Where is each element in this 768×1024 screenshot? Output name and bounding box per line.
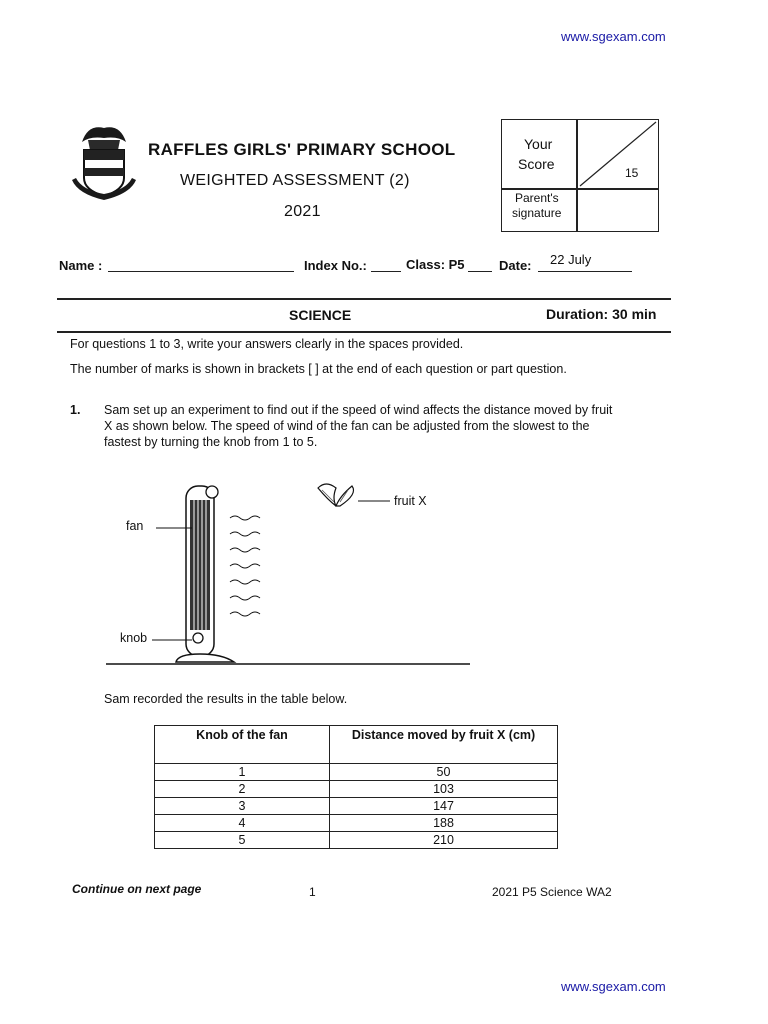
bottom-site-link[interactable]: www.sgexam.com [561, 979, 666, 994]
assessment-title: WEIGHTED ASSESSMENT (2) [180, 172, 410, 189]
index-label: Index No.: [304, 258, 367, 273]
wind-lines [230, 516, 260, 616]
knob-cell: 1 [155, 764, 330, 781]
winged-fruit-icon [318, 484, 354, 506]
your-label: Your [524, 136, 553, 152]
knob-label: knob [120, 631, 148, 645]
knob-cell: 3 [155, 798, 330, 815]
continue-note: Continue on next page [72, 882, 202, 896]
date-value: 22 July [550, 252, 592, 267]
instruction-1: For questions 1 to 3, write your answers clearly in the spaces provided. [70, 337, 464, 351]
subject-title: SCIENCE [289, 307, 352, 323]
distance-cell: 210 [330, 832, 558, 849]
name-field[interactable] [108, 271, 294, 272]
table-header-row [155, 726, 558, 764]
paper-code: 2021 P5 Science WA2 [492, 885, 612, 899]
assessment-year: 2021 [284, 203, 321, 220]
score-diagonal [578, 120, 658, 188]
knob-cell: 5 [155, 832, 330, 849]
top-site-link[interactable]: www.sgexam.com [561, 29, 666, 44]
knob-cell: 2 [155, 781, 330, 798]
tower-fan-icon [176, 486, 234, 662]
table-header-distance: Distance moved by fruit X (cm) [330, 726, 558, 764]
date-label: Date: [499, 258, 532, 273]
question-text-2: X as shown below. The speed of wind of the fan can be adjusted from the slowest to the [104, 419, 590, 433]
page-number: 1 [309, 885, 316, 899]
parent-label: Parent's [515, 191, 559, 205]
question-text-1: Sam set up an experiment to find out if the speed of wind affects the distance moved by fruit [104, 403, 613, 417]
score-label: Score [518, 156, 555, 172]
divider-bottom [57, 331, 671, 333]
fan-label: fan [126, 519, 144, 533]
score-total: 15 [625, 166, 639, 180]
class-field[interactable] [468, 271, 492, 272]
school-crest-icon [68, 122, 140, 204]
question-number: 1. [70, 403, 81, 417]
name-label: Name : [59, 258, 103, 273]
fruit-label: fruit X [394, 494, 427, 508]
index-field[interactable] [371, 271, 401, 272]
distance-cell: 103 [330, 781, 558, 798]
school-name: RAFFLES GIRLS' PRIMARY SCHOOL [148, 140, 456, 159]
knob-icon [193, 633, 203, 643]
table-row [155, 832, 558, 849]
signature-label: signature [512, 206, 562, 220]
knob-cell: 4 [155, 815, 330, 832]
distance-cell: 188 [330, 815, 558, 832]
date-field[interactable] [538, 271, 632, 272]
results-table [154, 725, 558, 849]
distance-cell: 50 [330, 764, 558, 781]
divider-top [57, 298, 671, 300]
instruction-2: The number of marks is shown in brackets [ ] at the end of each question or part question. [70, 362, 567, 376]
table-row [155, 798, 558, 815]
table-row [155, 815, 558, 832]
class-label: Class: P5 [406, 257, 465, 272]
score-box [501, 119, 659, 232]
table-header-knob: Knob of the fan [155, 726, 330, 764]
table-row [155, 781, 558, 798]
table-intro: Sam recorded the results in the table below. [104, 692, 348, 706]
table-row [155, 764, 558, 781]
question-text-3: fastest by turning the knob from 1 to 5. [104, 435, 318, 449]
duration: Duration: 30 min [546, 306, 657, 322]
distance-cell: 147 [330, 798, 558, 815]
